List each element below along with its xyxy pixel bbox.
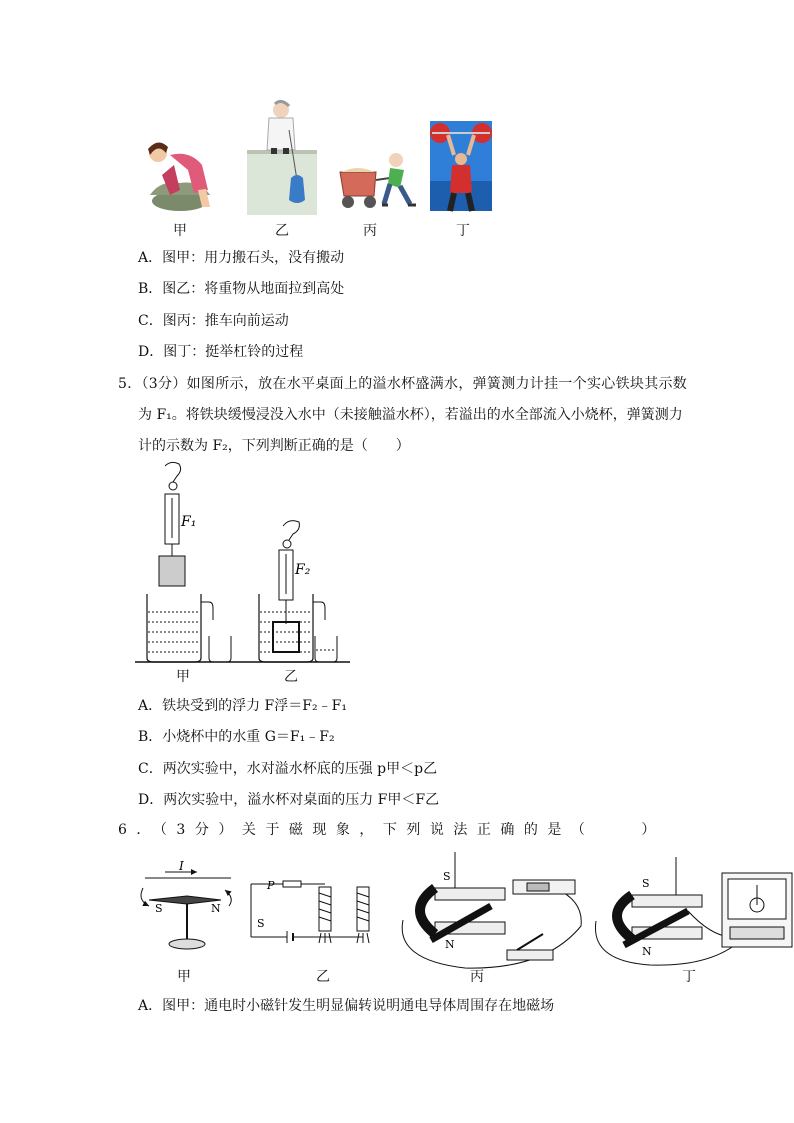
q6-caption-bing: 丙 [470,969,484,985]
weightlifter-photo [430,121,492,211]
woman-lifting-rock-illustration [140,135,220,215]
q6-caption-jia: 甲 [177,969,191,985]
man-pulling-weight-illustration [245,100,320,215]
q6-caption-ding: 丁 [682,969,696,985]
q5-caption-yi: 乙 [284,669,298,685]
electromagnet-circuit-diagram [245,875,385,960]
current-label: I [179,859,184,873]
oersted-compass-diagram [135,860,235,955]
q4-caption-bing: 丙 [363,223,377,239]
q4-option-b[interactable]: B．图乙：将重物从地面拉到高处 [138,281,345,297]
q4-option-d[interactable]: D．图丁：挺举杠铃的过程 [138,344,304,360]
q6-stem: 6．（3分）关于磁现象，下列说法正确的是（ ） [118,822,665,838]
south-pole-label: S [155,902,163,915]
q4-caption-ding: 丁 [456,223,470,239]
magnet-n-label: N [642,945,652,958]
q4-option-a[interactable]: A．图甲：用力搬石头，没有搬动 [138,250,345,266]
q5-stem-line-1: 5．（3分）如图所示，放在水平桌面上的溢水杯盛满水，弹簧测力计挂一个实心铁块其示数 [118,376,688,392]
q4-caption-yi: 乙 [275,223,289,239]
q5-option-c[interactable]: C．两次实验中，水对溢水杯底的压强 p甲＜p乙 [138,761,438,777]
q4-caption-jia: 甲 [173,223,187,239]
q5-option-a[interactable]: A．铁块受到的浮力 F浮＝F₂﹣F₁ [138,698,347,714]
q5-option-b[interactable]: B．小烧杯中的水重 G＝F₁﹣F₂ [138,729,335,745]
q5-caption-jia: 甲 [176,669,190,685]
rheostat-p-label: P [267,879,275,892]
magnet-s-label: S [642,877,650,890]
q5-stem-line-3: 计的示数为 F₂，下列判断正确的是（ ） [138,438,410,454]
q5-stem-line-2: 为 F₁。将铁块缓慢浸没入水中（未接触溢水杯），若溢出的水全部流入小烧杯，弹簧测力 [138,407,683,423]
q4-option-c[interactable]: C．图丙：推车向前运动 [138,313,289,329]
q6-caption-yi: 乙 [316,969,330,985]
magnet-s-label: S [443,870,451,883]
switch-s-label: S [257,917,265,930]
f2-label: F₂ [295,562,311,578]
overflow-cup-experiment-diagram [135,460,355,670]
boy-pushing-cart-illustration [338,150,420,210]
q5-option-d[interactable]: D．两次实验中，溢水杯对桌面的压力 F甲＜F乙 [138,792,440,808]
magnet-generator-diagram [395,850,585,970]
north-pole-label: N [211,902,221,915]
f1-label: F₁ [181,514,197,530]
q6-option-a[interactable]: A．图甲：通电时小磁针发生明显偏转说明通电导体周围存在地磁场 [138,998,555,1014]
magnet-n-label: N [445,938,455,951]
magnet-galvanometer-diagram [590,855,794,970]
